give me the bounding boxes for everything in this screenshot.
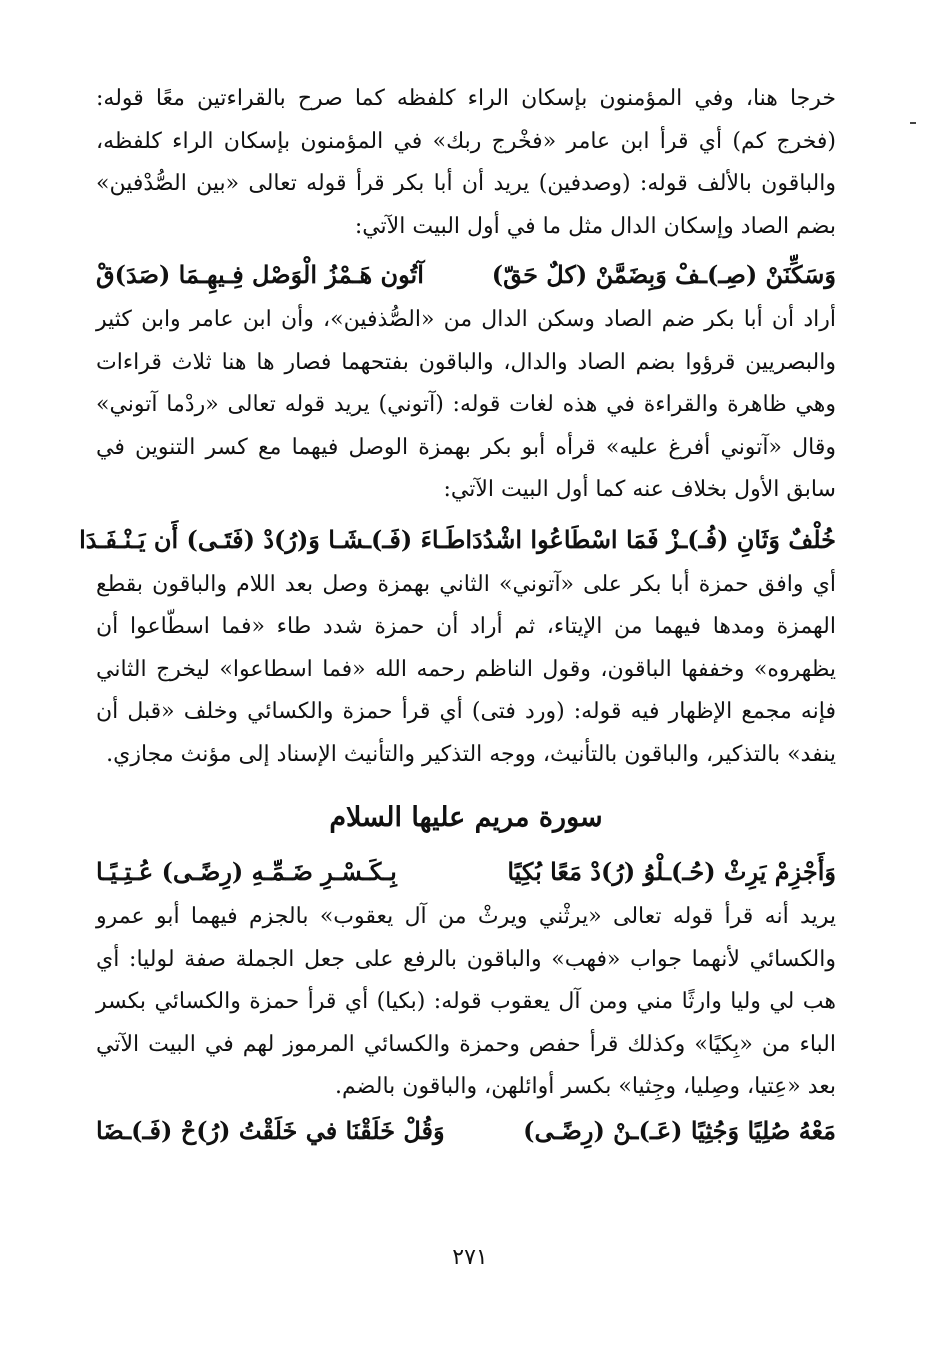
- verse-4-left-hemistich: وَقُلْ خَلَقْنَا في خَلَقْتُ (رُ)حْ (فَـ)ـضَا: [96, 1115, 445, 1145]
- paragraph-2: أراد أن أبا بكر ضم الصاد وسكن الدال من «الصُّذفين»، وأن ابن عامر وابن كثير والبصريين قرؤوا بضم الصاد والدال، والباقون بفتحهما فصار ها هنا ثلاث قراءات وهي ظاهرة والقراءة في هذه لغات قوله: (آتوني) يريد قوله تعالى «ردْما آتوني» وقال «آتوني أفرغ عليه» قرأه أبو بكر بهمزة الوصل فيهما مع كسر التنوين في سابق الأول بخلاف عنه كما أول البيت الآتي:: [96, 307, 836, 502]
- verse-3-right-hemistich: وَأَجْزِمْ يَرِثْ (حُـ)ـلْوُ (رُ)دْ مَعًا بُكِيًا: [507, 857, 836, 886]
- verse-3-left-hemistich: بِـكَـسْـرِ ضَـمِّـهِ (رِضًـى) عُـتِـيًـا: [96, 857, 397, 886]
- verse-1-left-hemistich: آتُون هَـمْزُ الْوَصْل فِـيهِـمَا (صَدَ)قْ: [96, 260, 424, 289]
- margin-mark: [910, 122, 916, 124]
- verse-4-right-hemistich: مَعْهُ صُلِيًا وَجُثِيًا (عَـ)ـنْ (رِضًـى): [523, 1115, 836, 1145]
- paragraph-4: يريد أنه قرأ قوله تعالى «يرثْني ويرثْ من آل يعقوب» بالجزم فيهما أبو عمرو والكسائي لأنهما جواب «فهب» والباقون بالرفع على جعل الجملة صفة لوليا: أي هب لي وليا وارثًا مني ومن آل يعقوب قوله: (بكيا) أي قرأ حمزة والكسائي بكسر الباء من «بِكيًا» وكذلك قرأ حفص وحمزة والكسائي المرموز لهم في البيت الآتي بعد «عِتيا، وصِليا، وجِثيا» بكسر أوائلهن، والباقون بالضم.: [96, 904, 836, 1099]
- page-content: [79, 78, 836, 1151]
- paragraph-3: أي وافق حمزة أبا بكر على «آتوني» الثاني بهمزة وصل بعد اللام والباقون بقطع الهمزة ومدها فيهما من الإيتاء، ثم أراد أن حمزة شدد طاء «فما اسطّاعوا أن يظهروه» وخففها الباقون، وقول الناظم رحمه الله «فما اسطاعوا» ليخرج الثاني فإنه مجمع الإظهار فيه قوله: (ورد فتى) أي قرأ حمزة والكسائي وخلف «قبل أن ينفد» بالتذكير، والباقون بالتأنيث، ووجه التذكير والتأنيث الإسناد إلى مؤنث مجازي.: [96, 571, 836, 767]
- verse-1-right-hemistich: وَسَكِّنَنْ (صِـ)ـفْ وَبِضَمَّنْ (كلٌ حَقّ): [491, 260, 836, 289]
- verse-3: [96, 852, 836, 892]
- paragraph-1: خرجا هنا، وفي المؤمنون بإسكان الراء كلفظه كما صرح بالقراءتين معًا قوله: (فخرج كم) أي قرأ ابن عامر «فخْرج ربك» في المؤمنون بإسكان الراء كلفظه، والباقون بالألف قوله: (وصدفين) يريد أن أبا بكر قرأ قوله تعالى «بين الصُّدْفين» بضم الصاد وإسكان الدال مثل ما في أول البيت الآتي:: [96, 86, 836, 239]
- verse-4: [96, 1111, 836, 1151]
- surah-heading: سورة مريم عليها السلام: [329, 802, 603, 833]
- verse-1: [96, 255, 836, 295]
- verse-2: [79, 520, 836, 560]
- verse-2-left-hemistich: طَـاءَ (فَـ)ـشَـا وَ(رُ)دْ (فَتَـى) أَن يَـنْـفَـدَا: [79, 524, 466, 554]
- page-number: ٢٧١: [452, 1245, 488, 1270]
- verse-2-right-hemistich: خُلْفٌ وَثَانِ (فُـ)ـزْ فَمَا اسْطَاعُوا اشْدُدَا: [465, 524, 836, 554]
